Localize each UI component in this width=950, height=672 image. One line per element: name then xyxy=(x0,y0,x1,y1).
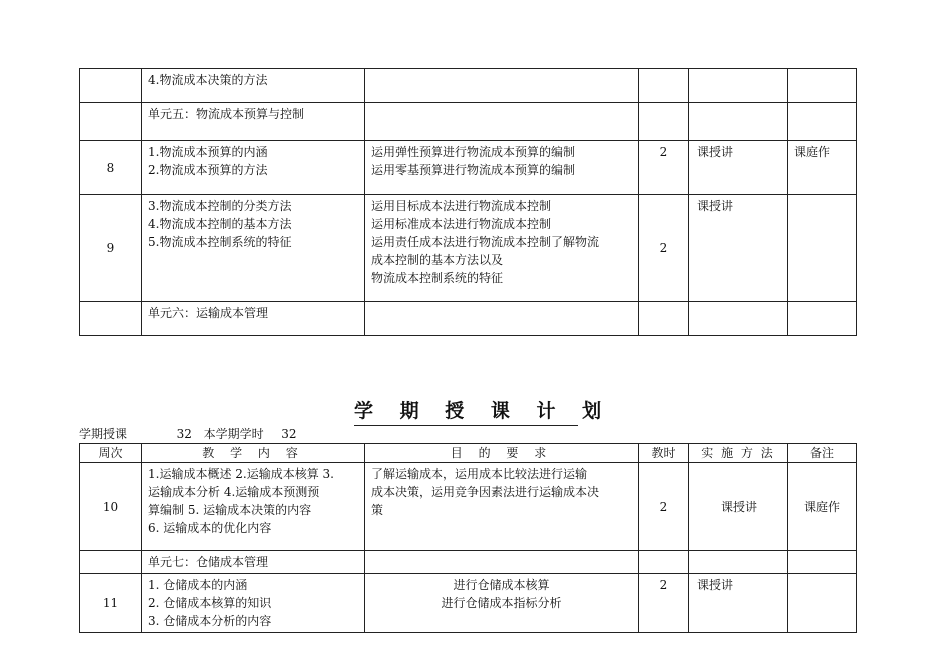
content-cell xyxy=(142,141,365,195)
goal-cell xyxy=(365,141,639,195)
goal-cell xyxy=(365,69,639,103)
header-method: 实 施 方 法 xyxy=(689,444,788,463)
header-goal: 目 的 要 求 xyxy=(365,444,639,463)
content-cell xyxy=(142,103,365,141)
course-meta xyxy=(79,425,297,442)
header-week: 周次 xyxy=(80,444,142,463)
goal-cell xyxy=(365,551,639,574)
content-line: 1.物流成本预算的内涵 xyxy=(148,145,268,159)
method-cell xyxy=(689,103,788,141)
week-cell: 10 xyxy=(80,463,142,551)
content-line: 单元七：仓储成本管理 xyxy=(148,555,269,569)
content-line: 1. 仓储成本的内涵 xyxy=(148,578,248,592)
week-cell: 8 xyxy=(80,141,142,195)
table-row xyxy=(80,302,857,336)
table-row xyxy=(80,141,857,195)
method-cell: 课授讲 xyxy=(689,463,788,551)
note-cell xyxy=(788,574,857,633)
method-cell xyxy=(689,302,788,336)
meta-value-1: 32 xyxy=(176,427,192,441)
week-cell xyxy=(80,302,142,336)
content-line: 6. 运输成本的优化内容 xyxy=(148,521,272,535)
goal-cell xyxy=(365,574,639,633)
note-cell: 课庭作 xyxy=(788,463,857,551)
hours-cell xyxy=(639,103,689,141)
schedule-table-body xyxy=(80,69,857,336)
goal-cell xyxy=(365,463,639,551)
content-cell xyxy=(142,302,365,336)
goal-line: 运用标准成本法进行物流成本控制 xyxy=(371,217,552,231)
goal-line: 运用目标成本法进行物流成本控制 xyxy=(371,199,552,213)
method-cell: 课授讲 xyxy=(689,574,788,633)
goal-line: 物流成本控制系统的特征 xyxy=(371,271,504,285)
goal-line: 策 xyxy=(371,503,384,517)
week-cell xyxy=(80,103,142,141)
content-line: 2. 仓储成本核算的知识 xyxy=(148,596,272,610)
table-row xyxy=(80,574,857,633)
goal-line: 运用责任成本法进行物流成本控制了解物流 xyxy=(371,235,600,249)
content-cell xyxy=(142,195,365,302)
content-line: 单元六：运输成本管理 xyxy=(148,306,269,320)
content-line: 4.物流成本决策的方法 xyxy=(148,73,268,87)
hours-cell: 2 xyxy=(639,463,689,551)
note-cell: 课庭作 xyxy=(788,141,857,195)
content-line: 5.物流成本控制系统的特征 xyxy=(148,235,292,249)
table-row xyxy=(80,195,857,302)
table-row xyxy=(80,103,857,141)
note-cell xyxy=(788,551,857,574)
content-line: 4.物流成本控制的基本方法 xyxy=(148,217,292,231)
goal-line: 成本决策，运用竞争因素法进行运输成本决 xyxy=(371,485,600,499)
content-line: 1.运输成本概述 2.运输成本核算 3. xyxy=(148,467,334,481)
week-cell xyxy=(80,551,142,574)
goal-line: 成本控制的基本方法以及 xyxy=(371,253,504,267)
content-cell xyxy=(142,69,365,103)
content-cell xyxy=(142,551,365,574)
note-cell xyxy=(788,69,857,103)
goal-line: 进行仓储成本核算 xyxy=(453,578,550,592)
hours-cell: 2 xyxy=(639,141,689,195)
method-cell: 课授讲 xyxy=(689,195,788,302)
schedule-table-body-2 xyxy=(80,444,857,633)
goal-line: 了解运输成本，运用成本比较法进行运输 xyxy=(371,467,588,481)
goal-cell xyxy=(365,302,639,336)
hours-cell: 2 xyxy=(639,574,689,633)
schedule-table xyxy=(79,443,857,633)
header-content: 教 学 内 容 xyxy=(142,444,365,463)
week-cell: 11 xyxy=(80,574,142,633)
note-cell xyxy=(788,302,857,336)
content-line: 3. 仓储成本分析的内容 xyxy=(148,614,272,628)
content-line: 运输成本分析 4.运输成本预测预 xyxy=(148,485,320,499)
meta-label-2: 本学期学时 xyxy=(203,427,264,441)
goal-line: 运用零基预算进行物流成本预算的编制 xyxy=(371,163,576,177)
goal-cell xyxy=(365,103,639,141)
header-note: 备注 xyxy=(788,444,857,463)
table-row xyxy=(80,463,857,551)
table-header-row xyxy=(80,444,857,463)
hours-cell xyxy=(639,551,689,574)
goal-cell xyxy=(365,195,639,302)
content-line: 2.物流成本预算的方法 xyxy=(148,163,268,177)
goal-line: 运用弹性预算进行物流成本预算的编制 xyxy=(371,145,576,159)
table-row xyxy=(80,551,857,574)
week-cell: 9 xyxy=(80,195,142,302)
header-hours: 教时 xyxy=(639,444,689,463)
goal-line: 进行仓储成本指标分析 xyxy=(441,596,562,610)
meta-value-2: 32 xyxy=(281,427,297,441)
page-title: 学 期 授 课 计 划 xyxy=(354,396,578,426)
method-cell: 课授讲 xyxy=(689,141,788,195)
content-cell xyxy=(142,574,365,633)
hours-cell xyxy=(639,69,689,103)
schedule-table-continued xyxy=(79,68,857,336)
content-line: 算编制 5. 运输成本决策的内容 xyxy=(148,503,312,517)
table-row xyxy=(80,69,857,103)
note-cell xyxy=(788,195,857,302)
hours-cell: 2 xyxy=(639,195,689,302)
hours-cell xyxy=(639,302,689,336)
content-line: 单元五：物流成本预算与控制 xyxy=(148,107,305,121)
method-cell xyxy=(689,551,788,574)
content-line: 3.物流成本控制的分类方法 xyxy=(148,199,292,213)
method-cell xyxy=(689,69,788,103)
week-cell xyxy=(80,69,142,103)
content-cell xyxy=(142,463,365,551)
note-cell xyxy=(788,103,857,141)
meta-label-1: 学期授课 xyxy=(79,427,128,441)
